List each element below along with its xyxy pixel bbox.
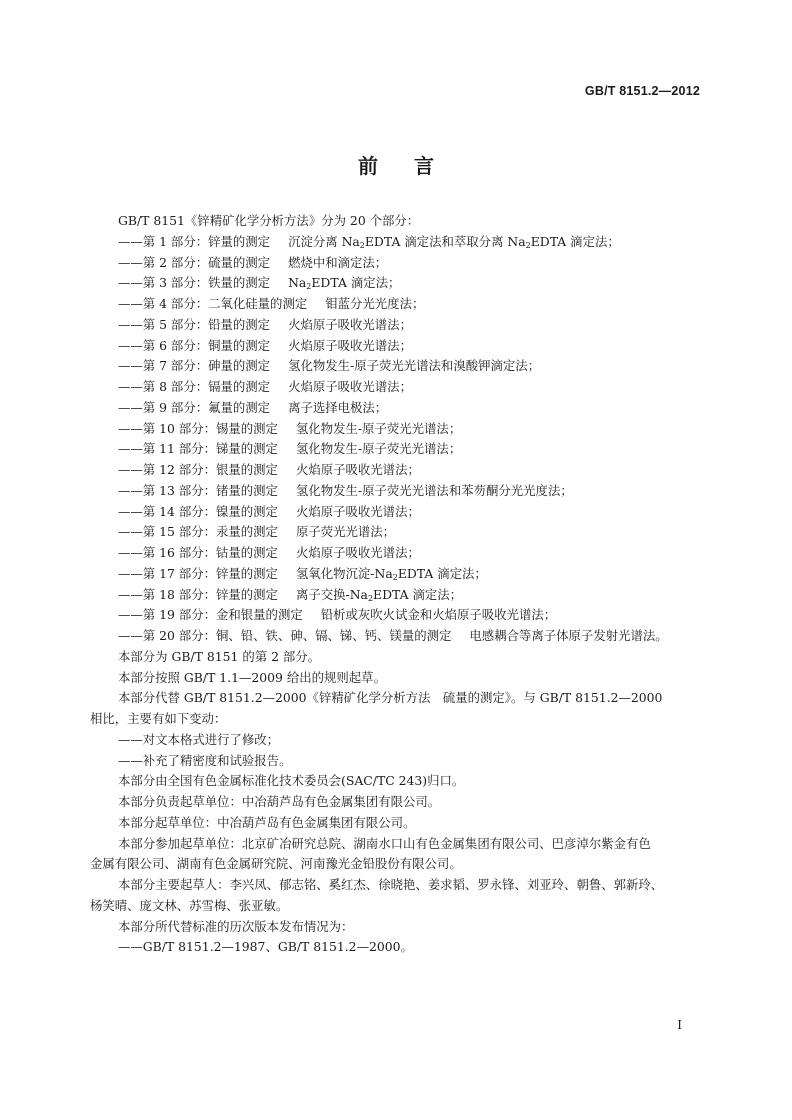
list-item: ——第 2 部分：硫量的测定 燃烧中和滴定法； xyxy=(118,254,388,270)
list-item: ——GB/T 8151.2—1987、GB/T 8151.2—2000。 xyxy=(118,939,413,955)
list-item: ——第 12 部分：银量的测定 火焰原子吸收光谱法； xyxy=(118,462,420,477)
history-paragraph: 本部分所代替标准的历次版本发布情况为： xyxy=(118,918,354,934)
intro-paragraph: GB/T 8151《锌精矿化学分析方法》分为 20 个部分： xyxy=(118,213,420,228)
list-item: ——第 4 部分：二氧化硅量的测定 钼蓝分光光度法； xyxy=(118,296,425,311)
list-item: ——第 3 部分：铁量的测定 $Na_2EDTA$ 滴定法； xyxy=(118,275,401,292)
list-item: ——第 17 部分：锌量的测定 氢氧化物沉淀$-Na_2EDTA$ 滴定法； xyxy=(118,565,487,582)
list-item: ——第 15 部分：汞量的测定 原子荧光光谱法； xyxy=(118,524,396,540)
list-item: ——第 6 部分：铜量的测定 火焰原子吸收光谱法； xyxy=(118,337,412,353)
responsible-unit-paragraph: 本部分负责起草单位：中冶葫芦岛有色金属集团有限公司。 xyxy=(118,794,441,809)
list-item: ——第 18 部分：锌量的测定 离子交换$-Na_2EDTA$ 滴定法； xyxy=(118,586,463,603)
replace-paragraph: 本部分代替 GB/T 8151.2—2000《锌精矿化学分析方法 硫量的测定》。与 GB/T 8151.2—2000 xyxy=(118,690,663,706)
part-of-paragraph: 本部分为 GB/T 8151 的第 2 部分。 xyxy=(118,648,321,664)
committee-paragraph: 本部分由全国有色金属标准化技术委员会(SAC/TC 243)归口。 xyxy=(118,773,465,789)
drafters-continued: 杨笑晴、庞文林、苏雪梅、张亚敏。 xyxy=(90,897,289,913)
replace-paragraph-continued: 相比，主要有如下变动： xyxy=(90,711,227,726)
drafters-paragraph: 本部分主要起草人：李兴凤、郁志铭、奚红杰、徐晓艳、姜求韬、罗永锋、刘亚玲、朝鲁、郭新玲、 xyxy=(118,877,664,892)
drafting-unit-paragraph: 本部分起草单位：中冶葫芦岛有色金属集团有限公司。 xyxy=(118,814,416,830)
list-item: ——第 20 部分：铜、铅、铁、砷、镉、锑、钙、镁量的测定 电感耦合等离子体原子发射光谱法。 xyxy=(118,628,668,643)
list-item: ——第 16 部分：钴量的测定 火焰原子吸收光谱法； xyxy=(118,545,420,560)
list-item: ——补充了精密度和试验报告。 xyxy=(118,752,292,768)
drafting-rules-paragraph: 本部分按照 GB/T 1.1—2009 给出的规则起草。 xyxy=(118,669,386,685)
standard-code: GB/T 8151.2—2012 xyxy=(584,84,700,98)
list-item: ——第 8 部分：镉量的测定 火焰原子吸收光谱法； xyxy=(118,379,412,394)
list-item: ——第 19 部分：金和银量的测定 铅析或灰吹火试金和火焰原子吸收光谱法； xyxy=(118,607,557,623)
list-item: ——第 10 部分：锡量的测定 氢化物发生-原子荧光光谱法； xyxy=(118,420,462,436)
list-item: ——第 11 部分：锑量的测定 氢化物发生-原子荧光光谱法； xyxy=(118,441,462,457)
participating-units-paragraph: 本部分参加起草单位：北京矿冶研究总院、湖南水口山有色金属集团有限公司、巴彦淖尔紫金有色 xyxy=(118,835,651,851)
list-item: ——第 5 部分：铅量的测定 火焰原子吸收光谱法； xyxy=(118,316,412,332)
list-item: ——第 14 部分：镍量的测定 火焰原子吸收光谱法； xyxy=(118,503,420,519)
list-item: ——第 13 部分：锗量的测定 氢化物发生-原子荧光光谱法和苯芴酮分光光度法； xyxy=(118,482,573,498)
list-item: ——对文本格式进行了修改； xyxy=(118,731,280,747)
document-body xyxy=(90,211,704,958)
list-item: ——第 9 部分：氟量的测定 离子选择电极法； xyxy=(118,399,388,415)
page-title: 前言 xyxy=(358,154,470,178)
list-item: ——第 1 部分：锌量的测定 沉淀分离 $Na_2EDTA$ 滴定法和萃取分离 $Na_2EDTA$ 滴定法； xyxy=(118,233,620,250)
list-item: ——第 7 部分：砷量的测定 氢化物发生-原子荧光光谱法和溴酸钾滴定法； xyxy=(118,358,541,374)
page-number: I xyxy=(677,1018,682,1032)
parts-list xyxy=(90,232,704,647)
participating-units-continued: 金属有限公司、湖南有色金属研究院、河南豫光金铅股份有限公司。 xyxy=(90,856,462,872)
